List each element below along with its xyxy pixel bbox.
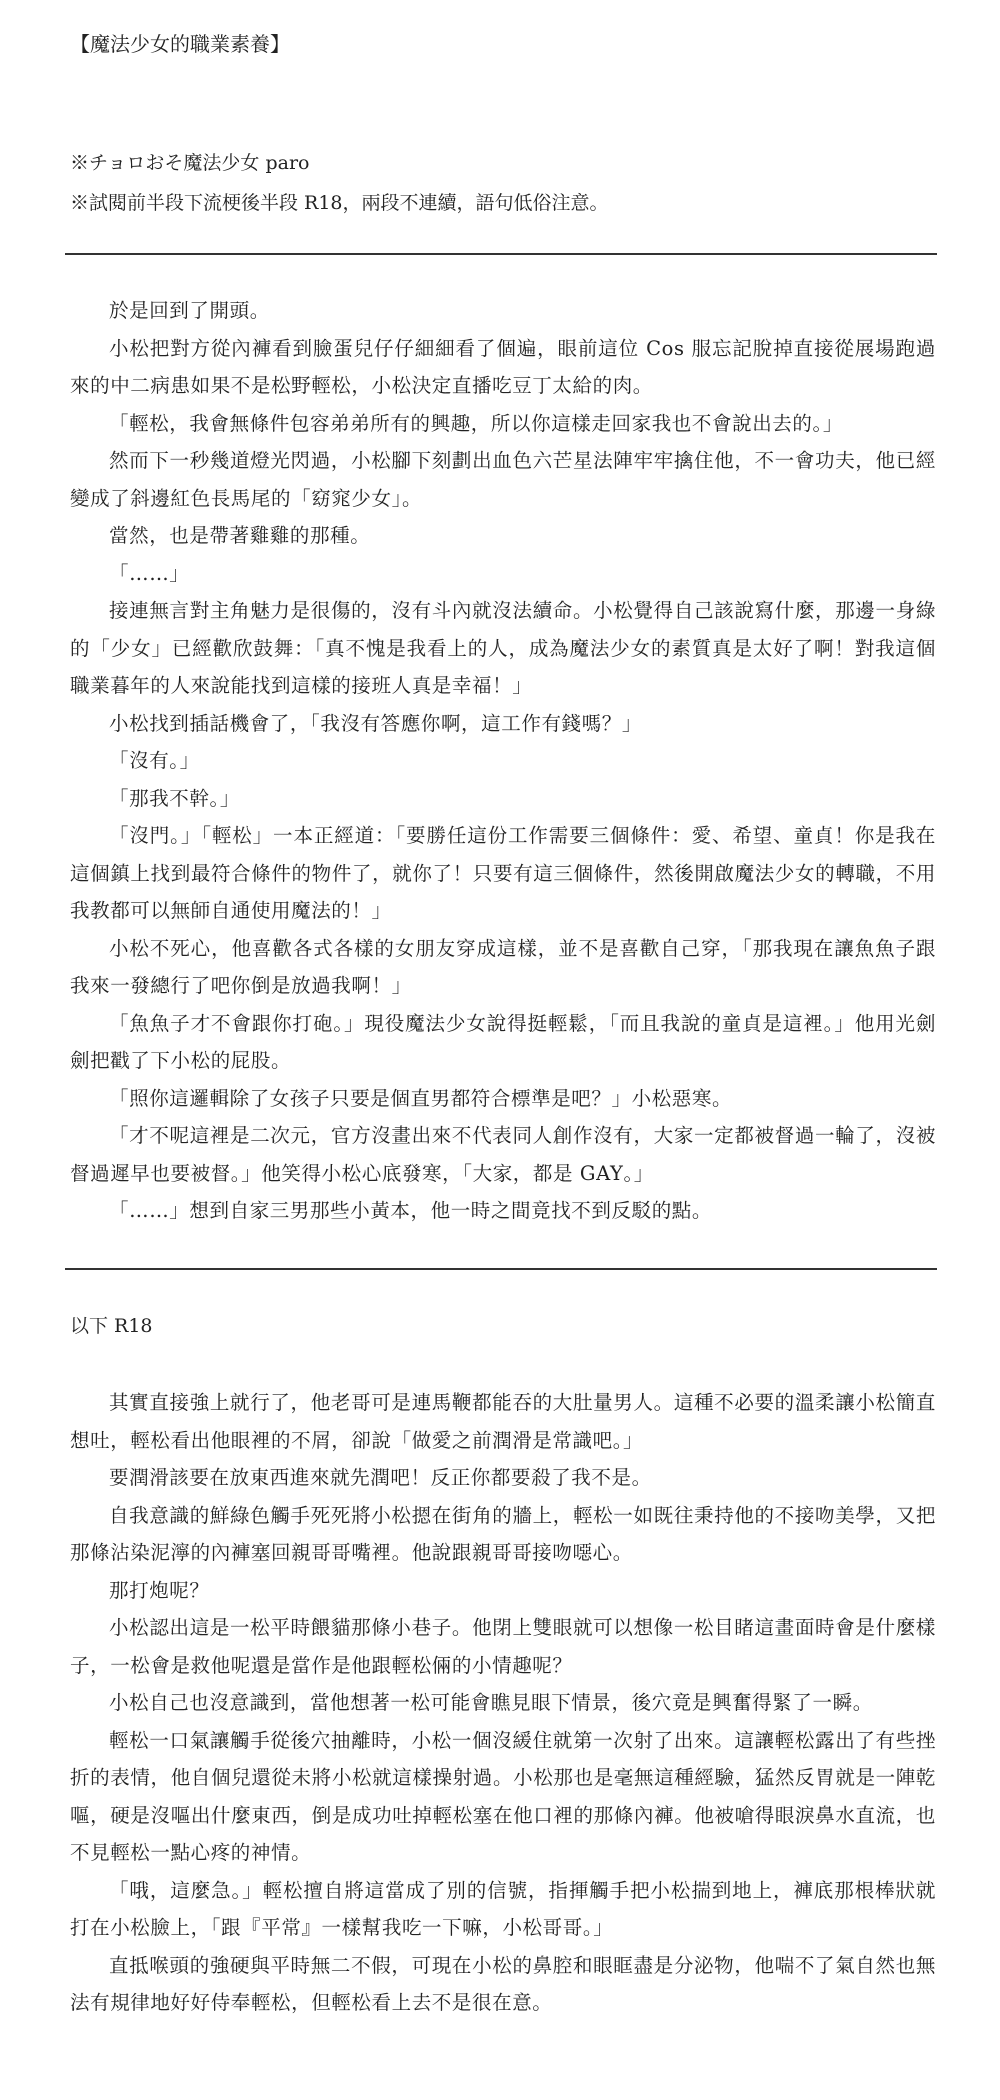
paragraph: 「……」: [109, 561, 190, 585]
paragraph: 輕松一口氣讓觸手從後穴抽離時，小松一個沒緩住就第一次射了出來。這讓輕松露出了有些挫折的表情，他自個兒還從未將小松就這樣操射過。小松那也是毫無這種經驗，猛然反胃就是一陣乾嘔，硬是沒嘔出什麼東西，倒是成功吐掉輕松塞在他口裡的那條內褲。他被嗆得眼淚鼻水直流，也不見輕松一點心疼的神情。: [70, 1728, 936, 1864]
paragraph: 「那我不幹。」: [109, 786, 240, 810]
paragraph: 直抵喉頭的強硬與平時無二不假，可現在小松的鼻腔和眼眶盡是分泌物，他喘不了氣自然也無法有規律地好好侍奉輕松，但輕松看上去不是很在意。: [70, 1953, 936, 2014]
paragraph: 於是回到了開頭。: [109, 299, 270, 322]
paragraph: 自我意識的鮮綠色觸手死死將小松摁在街角的牆上，輕松一如既往秉持他的不接吻美學，又把那條沾染泥濘的內褲塞回親哥哥嘴裡。他說跟親哥哥接吻噁心。: [70, 1503, 936, 1564]
paragraph: 小松認出這是一松平時餵貓那條小巷子。他閉上雙眼就可以想像一松目睹這畫面時會是什麼樣子，一松會是救他呢還是當作是他跟輕松倆的小情趣呢？: [70, 1616, 936, 1677]
paragraph: 那打炮呢？: [109, 1578, 210, 1602]
paragraph: 小松自己也沒意識到，當他想著一松可能會瞧見眼下情景，後穴竟是興奮得緊了一瞬。: [109, 1691, 873, 1714]
paragraph: 「哦，這麼急。」輕松擅自將這當成了別的信號，指揮觸手把小松揣到地上，褲底那根棒狀就打在小松臉上，「跟『平常』一樣幫我吃一下嘛，小松哥哥。」: [70, 1878, 936, 1939]
section-divider: [65, 253, 937, 255]
r18-heading: 以下 R18: [70, 1315, 153, 1337]
paragraph: 「輕松，我會無條件包容弟弟所有的興趣，所以你這樣走回家我也不會說出去的。」: [109, 411, 843, 435]
paragraph: 「才不呢這裡是二次元，官方沒畫出來不代表同人創作沒有，大家一定都被督過一輪了，沒被督過遲早也要被督。」他笑得小松心底發寒，「大家，都是 GAY。」: [70, 1124, 936, 1185]
paragraph: 接連無言對主角魅力是很傷的，沒有斗內就沒法續命。小松覺得自己該說寫什麼，那邊一身綠的「少女」已經歡欣鼓舞：「真不愧是我看上的人，成為魔法少女的素質真是太好了啊！對我這個職業暮年的人來說能找到這樣的接班人真是幸福！」: [70, 599, 936, 697]
paragraph: 「沒有。」: [109, 749, 200, 772]
paragraph: 小松把對方從內褲看到臉蛋兒仔仔細細看了個遍，眼前這位 Cos 服忘記脫掉直接從展場跑過來的中二病患如果不是松野輕松，小松決定直播吃豆丁太給的肉。: [70, 336, 936, 397]
section-preview: [70, 292, 936, 1230]
paragraph: 小松不死心，他喜歡各式各樣的女朋友穿成這樣，並不是喜歡自己穿，「那我現在讓魚魚子跟我來一發總行了吧你倒是放過我啊！」: [70, 936, 936, 997]
paragraph: 「……」想到自家三男那些小黃本，他一時之間竟找不到反駁的點。: [109, 1199, 713, 1222]
paragraph: 其實直接強上就行了，他老哥可是連馬鞭都能吞的大肚量男人。這種不必要的溫柔讓小松簡直想吐，輕松看出他眼裡的不屑，卻說「做愛之前潤滑是常識吧。」: [70, 1391, 936, 1452]
header-notes: [70, 143, 609, 223]
paragraph: 「照你這邏輯除了女孩子只要是個直男都符合標準是吧？」小松惡寒。: [109, 1086, 733, 1110]
section-r18: [70, 1384, 936, 2022]
document-title: 【魔法少女的職業素養】: [70, 32, 290, 56]
note-line: ※試閱前半段下流梗後半段 R18，兩段不連續，語句低俗注意。: [70, 192, 609, 214]
paragraph: 當然，也是帶著雞雞的那種。: [109, 524, 371, 547]
paragraph: 「魚魚子才不會跟你打砲。」現役魔法少女說得挺輕鬆，「而且我說的童貞是這裡。」他用光劍劍把戳了下小松的屁股。: [70, 1011, 936, 1072]
paragraph: 小松找到插話機會了，「我沒有答應你啊，這工作有錢嗎？」: [109, 711, 642, 735]
paragraph: 要潤滑該要在放東西進來就先潤吧！反正你都要殺了我不是。: [109, 1466, 652, 1489]
note-line: ※チョロおそ魔法少女 paro: [70, 152, 310, 174]
paragraph: 「沒門。」「輕松」一本正經道：「要勝任這份工作需要三個條件：愛、希望、童貞！你是我在這個鎮上找到最符合條件的物件了，就你了！只要有這三個條件，然後開啟魔法少女的轉職，不用我教都可以無師自通使用魔法的！」: [70, 824, 936, 922]
section-divider: [65, 1268, 937, 1270]
paragraph: 然而下一秒幾道燈光閃過，小松腳下刻劃出血色六芒星法陣牢牢擒住他，不一會功夫，他已經變成了斜邊紅色長馬尾的「窈窕少女」。: [70, 449, 936, 510]
